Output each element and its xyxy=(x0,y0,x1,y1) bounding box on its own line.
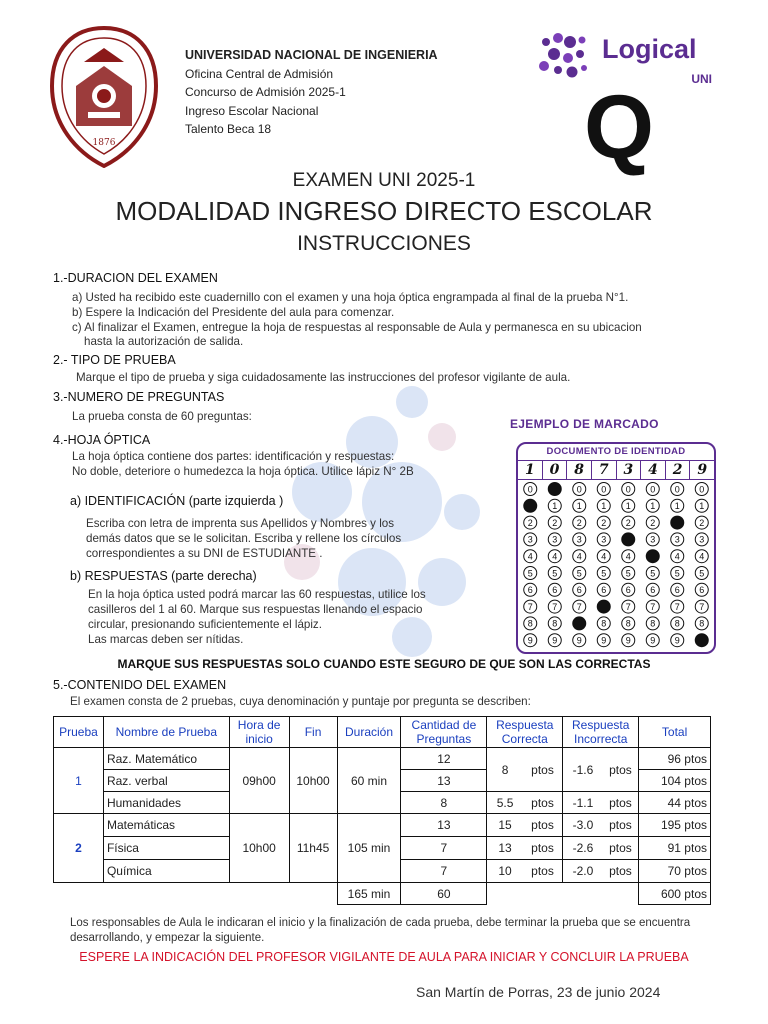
exam-title: EXAMEN UNI 2025-1 xyxy=(292,170,476,191)
bubble-filled xyxy=(695,634,708,647)
incorrect-points: -2.6 xyxy=(563,837,603,860)
header-correcta: Respuesta Correcta xyxy=(487,717,563,748)
bubble-digit: 5 xyxy=(674,568,680,579)
prueba-1-duration: 60 min xyxy=(337,748,401,814)
warning-text: MARQUE SUS RESPUESTAS SOLO CUANDO ESTE SEGURO DE QUE SON LAS CORRECTAS xyxy=(117,657,651,671)
incorrect-points: -1.1 xyxy=(563,792,603,814)
section-1-item-c: c) Al finalizar el Examen, entregue la hoja de respuestas al responsable de Aula y permanesca en su ubicacion xyxy=(72,321,642,334)
header-cantidad: Cantidad de Preguntas xyxy=(401,717,487,748)
points-unit: ptos xyxy=(523,814,563,837)
bubble-digit: 5 xyxy=(576,568,582,579)
bubble-digit: 9 xyxy=(527,635,533,646)
exam-schedule-table xyxy=(53,716,711,905)
bubble-filled xyxy=(548,483,561,496)
table-totals-row xyxy=(54,883,711,905)
correct-points: 15 xyxy=(487,814,523,837)
bubble-digit: 1 xyxy=(601,501,607,512)
dni-digit: 3 xyxy=(617,461,642,479)
bubble-digit: 9 xyxy=(552,635,558,646)
bubble-digit: 1 xyxy=(576,501,582,512)
incorrect-points: -2.0 xyxy=(563,860,603,883)
section-4b-line-3: circular, presionando suficientemente el lápiz. xyxy=(88,618,322,631)
section-4-para-1: La hoja óptica contiene dos partes: identificación y respuestas: xyxy=(72,450,395,463)
dni-digit: 0 xyxy=(543,461,568,479)
table-row xyxy=(54,814,711,837)
university-seal-logo xyxy=(48,26,160,168)
bubble-digit: 3 xyxy=(601,534,607,545)
question-count: 13 xyxy=(401,770,487,792)
points-unit: ptos xyxy=(603,837,639,860)
header-nombre: Nombre de Prueba xyxy=(103,717,229,748)
prueba-1-end: 10h00 xyxy=(289,748,337,814)
header-duracion: Duración xyxy=(337,717,401,748)
subject-name: Física xyxy=(103,837,229,860)
bubble-filled xyxy=(646,550,659,563)
logical-mark-icon xyxy=(536,30,592,82)
correct-points: 5.5 xyxy=(487,792,523,814)
points-unit: ptos xyxy=(523,748,563,792)
bubble-digit: 4 xyxy=(601,551,607,562)
bubble-digit: 0 xyxy=(576,484,582,495)
section-4-heading: 4.-HOJA ÓPTICA xyxy=(53,433,151,447)
points-unit: ptos xyxy=(603,748,639,792)
bubble-digit: 3 xyxy=(552,534,558,545)
section-2-heading: 2.- TIPO DE PRUEBA xyxy=(53,353,176,367)
points-unit: ptos xyxy=(603,814,639,837)
correct-points: 8 xyxy=(487,748,523,792)
logo-sub: UNI xyxy=(691,72,712,86)
header-prueba: Prueba xyxy=(54,717,104,748)
logo-name: Logical xyxy=(602,34,697,64)
bubble-digit: 0 xyxy=(601,484,607,495)
bubble-digit: 5 xyxy=(552,568,558,579)
section-4a-line-1: Escriba con letra de imprenta sus Apellidos y Nombres y los xyxy=(86,517,395,530)
bubble-digit: 7 xyxy=(674,601,680,612)
total-duration: 165 min xyxy=(337,883,401,905)
header-total: Total xyxy=(639,717,711,748)
points-unit: ptos xyxy=(603,792,639,814)
subject-name: Raz. Matemático xyxy=(103,748,229,770)
bubble-digit: 9 xyxy=(674,635,680,646)
bubble-digit: 5 xyxy=(699,568,705,579)
bubble-digit: 7 xyxy=(552,601,558,612)
bubble-digit: 5 xyxy=(625,568,631,579)
bubble-digit: 3 xyxy=(674,534,680,545)
red-warning: ESPERE LA INDICACIÓN DEL PROFESOR VIGILANTE DE AULA PARA INICIAR Y CONCLUIR LA PRUEBA xyxy=(79,950,689,964)
dni-digits-row xyxy=(518,460,714,480)
bubble-digit: 2 xyxy=(527,517,533,528)
bubble-digit: 7 xyxy=(625,601,631,612)
exam-code: Q xyxy=(584,78,655,178)
total-questions: 60 xyxy=(401,883,487,905)
bubble-digit: 3 xyxy=(527,534,533,545)
section-1-item-c-cont: hasta la autorización de salida. xyxy=(84,335,244,348)
example-title: EJEMPLO DE MARCADO xyxy=(510,417,659,431)
points-unit: ptos xyxy=(523,792,563,814)
dni-digit: 4 xyxy=(641,461,666,479)
bubble-digit: 8 xyxy=(552,618,558,629)
prueba-2-duration: 105 min xyxy=(337,814,401,883)
bubble-digit: 4 xyxy=(552,551,558,562)
grand-total: 600 ptos xyxy=(639,883,711,905)
seal-year: 1876 xyxy=(92,138,116,148)
bubble-digit: 0 xyxy=(674,484,680,495)
bubble-digit: 1 xyxy=(674,501,680,512)
dni-digit: 1 xyxy=(518,461,543,479)
subject-total: 104 ptos xyxy=(639,770,711,792)
university-name: UNIVERSIDAD NACIONAL DE INGENIERIA xyxy=(185,48,438,62)
bubble-digit: 8 xyxy=(625,618,631,629)
bubble-digit: 6 xyxy=(625,585,631,596)
bubble-digit: 7 xyxy=(576,601,582,612)
subject-total: 91 ptos xyxy=(639,837,711,860)
section-4a-line-2: demás datos que se le solicitan. Escriba y rellene los círculos xyxy=(86,532,402,545)
dni-digit: 2 xyxy=(666,461,691,479)
bubble-digit: 5 xyxy=(650,568,656,579)
bubble-digit: 2 xyxy=(699,517,705,528)
section-3-heading: 3.-NUMERO DE PREGUNTAS xyxy=(53,390,225,404)
bubble-digit: 3 xyxy=(576,534,582,545)
footer-note: Los responsables de Aula le indicaran el inicio y la finalización de cada prueba, debe terminar la prueba que se encuentra desarrollando, y empezar la siguiente. xyxy=(70,917,691,944)
bubble-digit: 9 xyxy=(601,635,607,646)
dni-digit: 9 xyxy=(697,462,708,478)
program-name: Talento Beca 18 xyxy=(185,122,272,136)
section-1-item-a: a) Usted ha recibido este cuadernillo con el examen y una hoja óptica engrampada al final de la prueba N°1. xyxy=(72,291,629,304)
bubble-digit: 8 xyxy=(650,618,656,629)
bubble-digit: 1 xyxy=(552,501,558,512)
section-4-para-2: No doble, deteriore o humedezca la hoja óptica. Utilice lápiz N° 2B xyxy=(72,465,414,478)
bubble-digit: 8 xyxy=(527,618,533,629)
bubble-digit: 3 xyxy=(699,534,705,545)
bubble-digit: 6 xyxy=(601,585,607,596)
points-unit: ptos xyxy=(603,860,639,883)
section-4b-heading: b) RESPUESTAS (parte derecha) xyxy=(70,569,257,583)
bubble-digit: 4 xyxy=(576,551,582,562)
contest-name: Concurso de Admisión 2025-1 xyxy=(185,85,346,99)
office-name: Oficina Central de Admisión xyxy=(185,66,334,81)
bubble-filled xyxy=(524,499,537,512)
table-row xyxy=(54,748,711,770)
bubble-digit: 7 xyxy=(527,601,533,612)
bubble-digit: 9 xyxy=(650,635,656,646)
section-1-heading: 1.-DURACION DEL EXAMEN xyxy=(53,271,218,285)
bubble-digit: 3 xyxy=(650,534,656,545)
bubble-digit: 8 xyxy=(674,618,680,629)
bubble-digit: 6 xyxy=(699,585,705,596)
bubble-digit: 4 xyxy=(527,551,533,562)
prueba-2-number: 2 xyxy=(54,814,104,883)
prueba-1-start: 09h00 xyxy=(229,748,289,814)
bubble-digit: 6 xyxy=(576,585,582,596)
bubble-digit: 6 xyxy=(674,585,680,596)
section-4a-heading: a) IDENTIFICACIÓN (parte izquierda ) xyxy=(70,494,284,508)
subject-name: Química xyxy=(103,860,229,883)
bubble-filled xyxy=(597,600,610,613)
header-hora: Hora de inicio xyxy=(229,717,289,748)
totals-spacer xyxy=(487,883,639,905)
section-4b-line-4: Las marcas deben ser nítidas. xyxy=(88,633,244,646)
prueba-2-start: 10h00 xyxy=(229,814,289,883)
table-header-row xyxy=(54,717,711,748)
question-count: 7 xyxy=(401,860,487,883)
dni-digit: 7 xyxy=(592,461,617,479)
bubble-digit: 0 xyxy=(625,484,631,495)
bubble-digit: 4 xyxy=(699,551,705,562)
subject-total: 96 ptos xyxy=(639,748,711,770)
prueba-2-end: 11h45 xyxy=(289,814,337,883)
subject-total: 44 ptos xyxy=(639,792,711,814)
question-count: 12 xyxy=(401,748,487,770)
bubble-digit: 0 xyxy=(650,484,656,495)
id-document-title: DOCUMENTO DE IDENTIDAD xyxy=(546,446,686,457)
header-incorrecta: Respuesta Incorrecta xyxy=(563,717,639,748)
incorrect-points: -3.0 xyxy=(563,814,603,837)
bubble-digit: 5 xyxy=(601,568,607,579)
prueba-1-number: 1 xyxy=(54,748,104,814)
bubble-digit: 2 xyxy=(625,517,631,528)
bubble-digit: 4 xyxy=(674,551,680,562)
bubble-digit: 7 xyxy=(699,601,705,612)
institution-header xyxy=(185,46,438,139)
subject-total: 70 ptos xyxy=(639,860,711,883)
subject-name: Raz. verbal xyxy=(103,770,229,792)
bubble-digit: 5 xyxy=(527,568,533,579)
question-count: 13 xyxy=(401,814,487,837)
bubble-digit: 8 xyxy=(601,618,607,629)
points-unit: ptos xyxy=(523,837,563,860)
place-date: San Martín de Porras, 23 de junio 2024 xyxy=(416,984,661,1000)
section-4b-line-1: En la hoja óptica usted podrá marcar las 60 respuestas, utilice los xyxy=(88,588,426,601)
bubble-digit: 6 xyxy=(527,585,533,596)
bubble-digit: 0 xyxy=(527,484,533,495)
section-4a-line-3: correspondientes a su DNI de ESTUDIANTE . xyxy=(86,547,323,560)
bubble-digit: 4 xyxy=(625,551,631,562)
id-document-grid xyxy=(516,442,716,654)
subject-name: Humanidades xyxy=(103,792,229,814)
question-count: 8 xyxy=(401,792,487,814)
bubble-digit: 1 xyxy=(625,501,631,512)
bubble-digit: 9 xyxy=(625,635,631,646)
bubble-digit: 7 xyxy=(650,601,656,612)
bubble-grid xyxy=(518,480,714,650)
bubble-filled xyxy=(622,533,635,546)
incorrect-points: -1.6 xyxy=(563,748,603,792)
section-5-heading: 5.-CONTENIDO DEL EXAMEN xyxy=(53,678,227,692)
bubble-digit: 2 xyxy=(650,517,656,528)
question-count: 7 xyxy=(401,837,487,860)
bubble-filled xyxy=(671,516,684,529)
correct-points: 13 xyxy=(487,837,523,860)
subject-total: 195 ptos xyxy=(639,814,711,837)
bubble-digit: 2 xyxy=(601,517,607,528)
section-2-text: Marque el tipo de prueba y siga cuidadosamente las instrucciones del profesor vigilante de aula. xyxy=(76,371,571,384)
bubble-digit: 2 xyxy=(576,517,582,528)
bubble-digit: 1 xyxy=(650,501,656,512)
bubble-digit: 6 xyxy=(650,585,656,596)
subject-name: Matemáticas xyxy=(103,814,229,837)
section-3-text: La prueba consta de 60 preguntas: xyxy=(72,410,252,423)
bubble-digit: 6 xyxy=(552,585,558,596)
bubble-digit: 1 xyxy=(699,501,705,512)
modality-title: MODALIDAD INGRESO DIRECTO ESCOLAR xyxy=(115,196,653,226)
correct-points: 10 xyxy=(487,860,523,883)
bubble-digit: 0 xyxy=(699,484,705,495)
dni-digit: 8 xyxy=(567,461,592,479)
bubble-filled xyxy=(573,617,586,630)
header-fin: Fin xyxy=(289,717,337,748)
instructions-title: INSTRUCCIONES xyxy=(297,232,471,255)
bubble-digit: 8 xyxy=(699,618,705,629)
section-4b-line-2: casilleros del 1 al 60. Marque sus respuestas llenando el espacio xyxy=(88,603,423,616)
section-5-text: El examen consta de 2 pruebas, cuya denominación y puntaje por pregunta se describen: xyxy=(70,695,531,708)
admission-type: Ingreso Escolar Nacional xyxy=(185,103,319,118)
bubble-digit: 2 xyxy=(552,517,558,528)
points-unit: ptos xyxy=(523,860,563,883)
section-1-item-b: b) Espere la Indicación del Presidente del aula para comenzar. xyxy=(72,306,395,319)
totals-spacer xyxy=(54,883,338,905)
bubble-digit: 9 xyxy=(576,635,582,646)
